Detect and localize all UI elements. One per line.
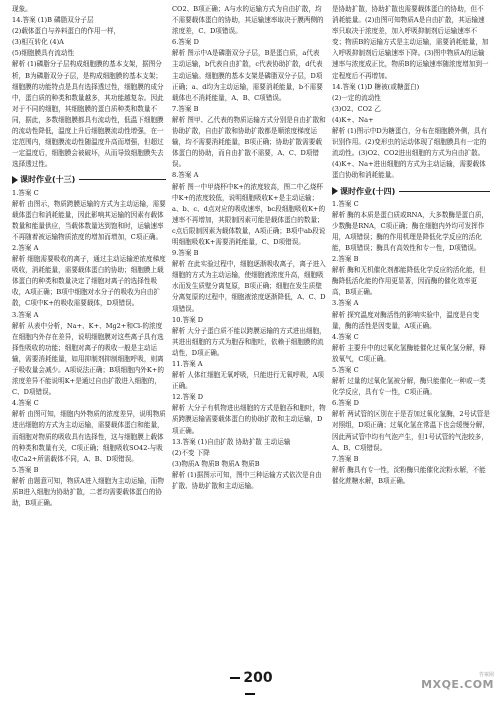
watermark-top-text: 答案圈 xyxy=(478,672,494,678)
text-paragraph: 现象。 xyxy=(12,5,32,13)
section-heading xyxy=(12,174,166,185)
text-paragraph: 5.答案 B xyxy=(12,465,39,474)
text-paragraph: 6.答案 D xyxy=(332,399,359,408)
text-paragraph: 3.答案 A xyxy=(12,310,39,319)
text-paragraph: 1.答案 C xyxy=(12,188,39,197)
text-paragraph: (3)O2、CO2 乙 xyxy=(332,104,381,113)
text-paragraph: (3)物质A 物质B 物质A 物质B xyxy=(172,459,260,468)
text-paragraph: 解析 在此实验过程中，细胞逐渐吸收离子，离子进入细胞的方式为主动运输，使细胞液浓度升高，细胞吸水而发生质壁分离复原，B项正确；细胞在发生质壁分离复原的过程中，细胞液浓度逐渐降低，A、C、D项错误。 xyxy=(172,260,326,313)
section-marker-icon xyxy=(12,176,18,184)
section-marker-icon xyxy=(332,187,338,195)
text-paragraph: 8.答案 A xyxy=(172,171,199,180)
text-paragraph: 解析 (1)图示中D为糖蛋白，分布在细胞膜外侧，具有识别作用。(2)变形虫的运动体现了细胞膜具有一定的流动性。(3)O2、CO2进出细胞的方式为自由扩散。(4)K+、Na+进出细胞的方式为主动运输，需要载体蛋白协助和消耗能量。 xyxy=(332,127,488,180)
text-paragraph: 13.答案 (1)自由扩散 协助扩散 主动运输 xyxy=(172,437,291,446)
section-rule xyxy=(399,191,490,192)
text-paragraph: 解析 由图可知，细胞内外物质的浓度差异，说明物质进出细胞的方式为主动运输，需要载体蛋白和能量，而细胞对物质的吸收具有选择性，这与细胞膜上载体的种类和数量有关，C项正确；细胞吸收SO42-与吸收Ca2+所需载体不同，A、B、D项错误。 xyxy=(12,410,166,463)
text-paragraph: 9.答案 B xyxy=(172,249,199,258)
text-paragraph: CO2、B项正确；A与水的运输方式为自由扩散，均不需要载体蛋白的协助，其运输速率取决于膜两侧的浓度差，C、D项错误。 xyxy=(172,5,324,36)
text-paragraph: 解析 从表中分析，Na+、K+、Mg2+和Cl-的浓度在细胞内外存在差异，说明细胞膜对这些离子具有选择性吸收的功能；细胞对离子的吸收一般是主动运输，需要消耗能量，如用抑制剂抑制细胞呼吸，则离子吸收量会减少。A项说法正确；B项细胞内外K+的浓度差异不能说明K+是通过自由扩散进入细胞的，C、D项错误。 xyxy=(12,321,164,397)
text-paragraph: 解析 主要升中的过氧化氢酶能催化过氧化氢分解，释放氧气，C项正确。 xyxy=(332,343,486,363)
section-heading xyxy=(332,186,490,197)
section-rule xyxy=(79,179,166,180)
page-number-dash-left xyxy=(230,677,240,679)
text-paragraph: 2.答案 A xyxy=(12,243,39,252)
text-paragraph: 1.答案 C xyxy=(332,199,359,208)
column-left xyxy=(12,4,166,509)
text-paragraph: 解析 过量的过氧化氢被分解，酶只能催化一种或一类化学反应，具有专一性，C项正确。 xyxy=(332,377,486,397)
section-title: 课时作业(十三) xyxy=(20,175,76,185)
text-paragraph: 解析 图甲、乙代表的物质运输方式分别是自由扩散和协助扩散，自由扩散和协助扩散都是顺浓度梯度运输，均不需要消耗能量，B项正确；协助扩散需要载体蛋白的协助，而自由扩散不需要，A、C、D项错误。 xyxy=(172,115,326,169)
text-paragraph: 解析 大分子蛋白质不能以跨膜运输的方式进出细胞，其进出细胞的方式为胞吞和胞吐，依赖于细胞膜的流动性，D项正确。 xyxy=(172,326,326,357)
text-paragraph: 解析 酶的本质是蛋白质或RNA，大多数酶是蛋白质，少数酶是RNA，C项正确；酶在细胞内外均可发挥作用，A项错误；酶的作用机理是降低化学反应的活化能，B项错误；酶具有高效性和专一性，D项错误。 xyxy=(332,210,489,252)
text-paragraph: 6.答案 D xyxy=(172,38,199,47)
page-number xyxy=(222,670,278,702)
text-paragraph: (5)细胞膜具有流动性 xyxy=(12,49,75,58)
text-paragraph: 解析 细胞需要吸收的离子，通过主动运输逆浓度梯度吸收，消耗能量，需要载体蛋白的协助；细胞膜上载体蛋白的种类和数量决定了细胞对离子的选择性吸收，A项正确；B项中细胞对水分子的吸收为自由扩散，C项中K+的吸收需要载体，D项错误。 xyxy=(12,255,166,308)
text-paragraph: 解析 两试管的区别在于是否加过氧化氢酶，2号试管是对照组，D项正确；过氧化氢在常温下也会缓慢分解，因此两试管中均有气泡产生，但1号试管的气泡较多，A、B、C项错误。 xyxy=(332,410,490,452)
text-paragraph: (2)载体蛋白与养料蛋白的作用一样， xyxy=(12,27,121,36)
text-paragraph: 解析 (1)磷脂分子层构成细胞膜的基本支架，据图分析，B为磷脂双分子层，是构成细胞膜的基本支架；细胞膜的功能特点是具有选择透过性，细胞膜的成分中，蛋白质的种类和数量越多，其功能越复杂。因此对于不同的细胞，其细胞膜的蛋白质种类和数量不同，据此，多数细胞膜都具有流动性，低温下细胞膜的流动性降低，温度上升后细胞膜流动性增强，在一定范围内，细胞膜流动性随温度升高而增强，但超过一定温度后，细胞膜会被破坏，从而导致细胞膜失去选择透过性。 xyxy=(12,60,164,169)
text-paragraph: (3)相互转化 (4)A xyxy=(12,38,64,47)
watermark-main-text: MXQE.COM xyxy=(421,678,494,691)
text-paragraph: 5.答案 C xyxy=(332,366,359,374)
text-paragraph: 3.答案 A xyxy=(332,299,359,308)
text-paragraph: 解析 图示中A是磷脂双分子层，B是蛋白质，a代表主动运输，b代表自由扩散，c代表协助扩散，d代表主动运输。细胞膜的基本支架是磷脂双分子层，D项正确；a、d均为主动运输，需要消耗能量，b不需要载体也不消耗能量，A、B、C项错误。 xyxy=(172,49,323,102)
section-title: 课时作业(十四) xyxy=(340,186,396,196)
text-paragraph: (2)不变 下降 xyxy=(172,448,210,457)
text-paragraph: 解析 人体红细胞无氧呼吸，只能进行无氧呼吸，A项正确。 xyxy=(172,371,324,391)
text-paragraph: (4)K+、Na+ xyxy=(332,115,374,124)
text-paragraph: 7.答案 B xyxy=(172,104,199,113)
page-number-value: 200 xyxy=(243,670,273,686)
text-paragraph: 解析 图一中甲烧杯中K+的浓度较高，图二中乙烧杯中K+的浓度较低，说明细胞吸收K+是主动运输；a、b、c、d点对应的吸收速率，bc段细胞吸收K+的速率不再增加，其限制因素可能是载体蛋白的数量；c点后限制因素为载体数量，A项正确；B项中ab段说明细胞吸收K+需要消耗能量，C、D项错误。 xyxy=(172,182,326,246)
text-paragraph: 解析 酶和无机催化剂都能降低化学反应的活化能，但酶降低活化能的作用更显著，因而酶的催化效率更高，B项正确。 xyxy=(332,266,486,297)
text-paragraph: 11.答案 A xyxy=(172,360,203,368)
text-paragraph: 14.答案 (1)B 磷脂双分子层 xyxy=(12,16,94,25)
text-paragraph: 解析 (1)据图示可知，图中三种运输方式依次是自由扩散、协助扩散和主动运输。 xyxy=(172,470,322,491)
watermark-logo xyxy=(420,671,494,691)
text-paragraph: 解析 探究温度对酶活性的影响实验中，温度是自变量，酶的活性是因变量，A项正确。 xyxy=(332,310,480,330)
text-paragraph: 14.答案 (1)D 糖被(或糖蛋白) xyxy=(332,82,420,91)
text-paragraph: 4.答案 C xyxy=(12,399,39,408)
column-middle xyxy=(172,4,326,492)
text-paragraph: 10.答案 D xyxy=(172,315,204,324)
text-paragraph: 12.答案 D xyxy=(172,393,204,402)
text-paragraph: 解析 大分子有机物进出细胞的方式是胞吞和胞吐，物质跨膜运输需要载体蛋白的协助扩散和主动运输，D项正确。 xyxy=(172,404,326,435)
text-paragraph: 解析 由题意可知，物质A进入细胞为主动运输，而物质B进入细胞为协助扩散，二者均需要载体蛋白的协助，B项正确。 xyxy=(12,476,164,508)
text-paragraph: 解析 酶具有专一性，淀粉酶只能催化淀粉水解，不能催化蔗糖水解，B项正确。 xyxy=(332,465,486,485)
text-paragraph: 4.答案 C xyxy=(332,332,359,341)
text-paragraph: 解析 由图示，物质跨膜运输的方式为主动运输，需要载体蛋白和消耗能量，因此影响其运输的因素有载体数量和能量供应，当载体数量达到饱和时，运输速率不再随着被运输物质浓度的增加而增加，C项正确。 xyxy=(12,199,166,241)
text-paragraph: 7.答案 B xyxy=(332,454,359,463)
text-paragraph: 2.答案 B xyxy=(332,255,359,264)
text-paragraph: 是协助扩散，协助扩散也需要载体蛋白的协助，但不消耗能量。(2)由图可知物质A是自由扩散，其运输速率只取决于浓度差，加入呼吸抑制剂后运输速率不变；物质B的运输方式是主动运输，需要消耗能量，加入呼吸抑制剂后运输速率下降。(3)图中物质A的运输速率与浓度成正比，物质B的运输速率随浓度增加到一定程度后不再增加。 xyxy=(332,5,489,80)
column-right xyxy=(332,4,490,487)
text-paragraph: (2)一定的流动性 xyxy=(332,93,381,102)
page-number-dash-right xyxy=(245,693,255,695)
